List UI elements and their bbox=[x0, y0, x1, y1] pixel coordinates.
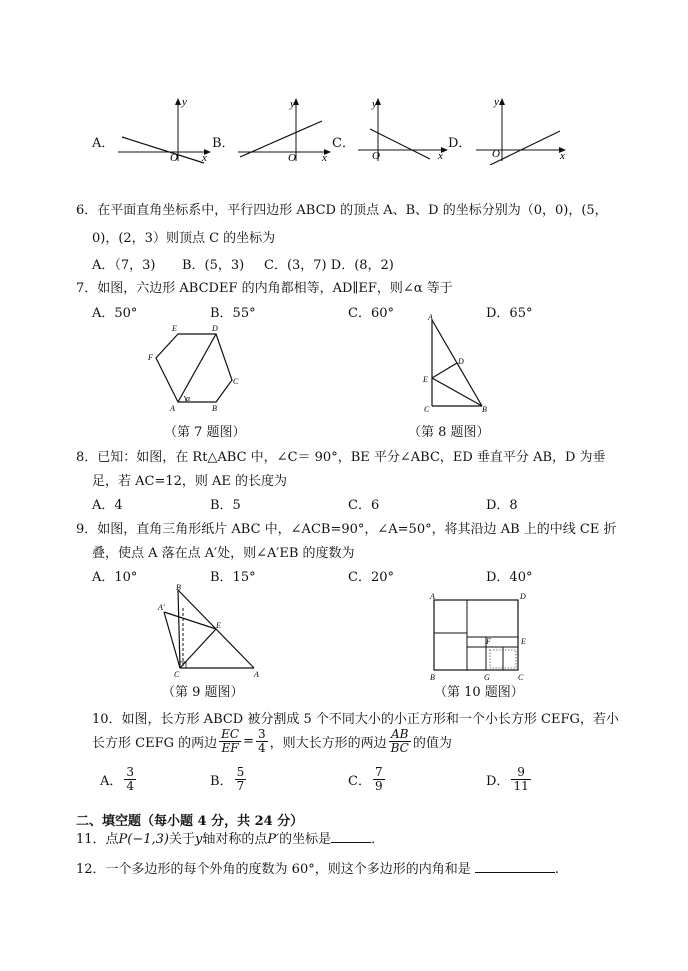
fraction-ec-ef: $\frac{EC}{EF}$ bbox=[221, 727, 240, 755]
answer-blank-12[interactable] bbox=[475, 860, 555, 873]
svg-text:A: A bbox=[254, 670, 259, 679]
q7-option-d: D．65° bbox=[486, 306, 533, 321]
option-c-label: C． bbox=[332, 136, 355, 151]
point-p: P(−1,3) bbox=[118, 832, 170, 847]
svg-text:x: x bbox=[202, 152, 207, 164]
svg-text:B: B bbox=[430, 673, 435, 682]
svg-text:y: y bbox=[182, 96, 187, 108]
q8-option-d: D．8 bbox=[486, 498, 518, 513]
svg-text:F: F bbox=[486, 637, 491, 646]
q9-line1: 9．如图，直角三角形纸片 ABC 中，∠ACB=90°，∠A=50°，将其沿边 AB 上的中线 CE 折 bbox=[76, 522, 617, 537]
fraction-ab-bc: $\frac{AB}{BC}$ bbox=[390, 727, 409, 755]
svg-text:A: A bbox=[428, 313, 433, 322]
figure-7-hexagon bbox=[140, 322, 250, 418]
svg-text:y: y bbox=[372, 98, 377, 110]
svg-text:A: A bbox=[170, 404, 175, 413]
caption-figure-10: （第 10 题图） bbox=[434, 685, 524, 700]
answer-blank-11[interactable] bbox=[331, 830, 371, 843]
q6-line2: 0)，(2，3）则顶点 C 的坐标为 bbox=[92, 231, 276, 246]
q6-line1: 6．在平面直角坐标系中，平行四边形 ABCD 的顶点 A、B、D 的坐标分别为（0，0)，(5， bbox=[76, 203, 608, 218]
svg-text:D: D bbox=[458, 357, 464, 366]
svg-text:E: E bbox=[521, 637, 526, 646]
q8-line1: 8．已知：如图，在 Rt△ABC 中，∠C＝ 90°，BE 平分∠ABC，ED 垂直平分 AB，D 为垂 bbox=[76, 450, 606, 465]
q10-line2-start: 长方形 CEFG 的两边 bbox=[92, 736, 218, 751]
graph-option-c bbox=[352, 95, 452, 165]
equals-sign: = bbox=[243, 734, 254, 749]
q7-option-c: C．60° bbox=[348, 306, 394, 321]
q9-option-b: B．15° bbox=[210, 570, 256, 585]
q10-line2-end: 的值为 bbox=[412, 736, 452, 751]
svg-text:y: y bbox=[290, 98, 295, 110]
q8-option-a: A．4 bbox=[92, 498, 123, 513]
svg-text:C: C bbox=[233, 377, 239, 386]
q9-line2: 叠，使点 A 落在点 A′处，则∠A′EB 的度数为 bbox=[92, 546, 355, 561]
caption-figure-7: （第 7 题图） bbox=[164, 425, 246, 440]
q8-option-c: C．6 bbox=[348, 498, 380, 513]
caption-figure-9: （第 9 题图） bbox=[162, 685, 244, 700]
figure-10-rectangle bbox=[424, 590, 534, 684]
svg-text:O: O bbox=[288, 152, 296, 164]
svg-text:E: E bbox=[423, 375, 428, 384]
svg-text:B: B bbox=[212, 404, 217, 413]
fraction-3-4: $\frac{3}{4}$ bbox=[257, 727, 266, 755]
q7-option-a: A．50° bbox=[92, 306, 138, 321]
caption-figure-8: （第 8 题图） bbox=[408, 425, 490, 440]
svg-text:α: α bbox=[186, 394, 191, 403]
q8-line2: 足，若 AC=12，则 AE 的长度为 bbox=[92, 474, 288, 489]
q7-line1: 7．如图，六边形 ABCDEF 的内角都相等，AD∥EF，则∠α 等于 bbox=[76, 281, 453, 296]
svg-text:D: D bbox=[212, 324, 218, 333]
q9-option-a: A．10° bbox=[92, 570, 138, 585]
option-d-label: D． bbox=[448, 136, 472, 151]
q6-option-a: A．（7，3) bbox=[92, 258, 156, 273]
svg-text:C: C bbox=[424, 405, 430, 414]
q10-option-c: C． $\frac{7}{9}$ bbox=[348, 765, 383, 793]
q10-option-a: A． $\frac{3}{4}$ bbox=[100, 765, 135, 793]
option-b-label: B． bbox=[212, 136, 235, 151]
svg-text:C: C bbox=[174, 670, 180, 679]
svg-text:y: y bbox=[494, 96, 499, 108]
q6-option-b: B．(5，3) bbox=[182, 258, 245, 273]
svg-text:x: x bbox=[322, 152, 327, 164]
q10-line2-middle: ，则大长方形的两边 bbox=[269, 736, 387, 751]
svg-text:A: A bbox=[430, 592, 435, 601]
svg-text:x: x bbox=[438, 150, 443, 162]
svg-text:F: F bbox=[148, 353, 153, 362]
origin-label: O bbox=[170, 152, 178, 164]
graph-option-a bbox=[112, 95, 212, 165]
svg-text:A′: A′ bbox=[158, 603, 165, 612]
q11-line: 11．点P(−1,3)关于y轴对称的点P′的坐标是 ． bbox=[76, 832, 385, 847]
svg-text:G: G bbox=[484, 673, 490, 682]
q8-option-b: B．5 bbox=[210, 498, 241, 513]
graph-option-d bbox=[470, 95, 570, 165]
svg-text:E: E bbox=[172, 324, 177, 333]
svg-text:x: x bbox=[560, 150, 565, 162]
q7-option-b: B．55° bbox=[210, 306, 256, 321]
q10-option-d: D． $\frac{9}{11}$ bbox=[486, 765, 529, 793]
q9-option-d: D．40° bbox=[486, 570, 533, 585]
q10-line2 bbox=[92, 728, 452, 755]
figure-9-fold bbox=[150, 582, 266, 680]
svg-text:B: B bbox=[176, 583, 181, 592]
svg-text:C: C bbox=[518, 673, 524, 682]
svg-text:B: B bbox=[482, 405, 487, 414]
option-a-label: A． bbox=[92, 136, 115, 151]
svg-text:E: E bbox=[216, 621, 221, 630]
q9-option-c: C．20° bbox=[348, 570, 394, 585]
figure-8-triangle bbox=[418, 312, 498, 416]
svg-text:D: D bbox=[520, 592, 526, 601]
q6-option-cd: C．(3，7) D．(8，2) bbox=[264, 258, 394, 273]
q10-line1: 10．如图，长方形 ABCD 被分割成 5 个不同大小的小正方形和一个小长方形 CEFG，若小 bbox=[92, 712, 619, 727]
graph-option-b bbox=[232, 95, 332, 165]
q12-line: 12．一个多边形的每个外角的度数为 60°，则这个多边形的内角和是 . bbox=[76, 862, 559, 877]
section-2-heading: 二、填空题（每小题 4 分，共 24 分） bbox=[76, 814, 304, 829]
svg-text:O: O bbox=[492, 148, 500, 160]
q10-option-b: B． $\frac{5}{7}$ bbox=[210, 765, 245, 793]
svg-text:O: O bbox=[372, 150, 380, 162]
